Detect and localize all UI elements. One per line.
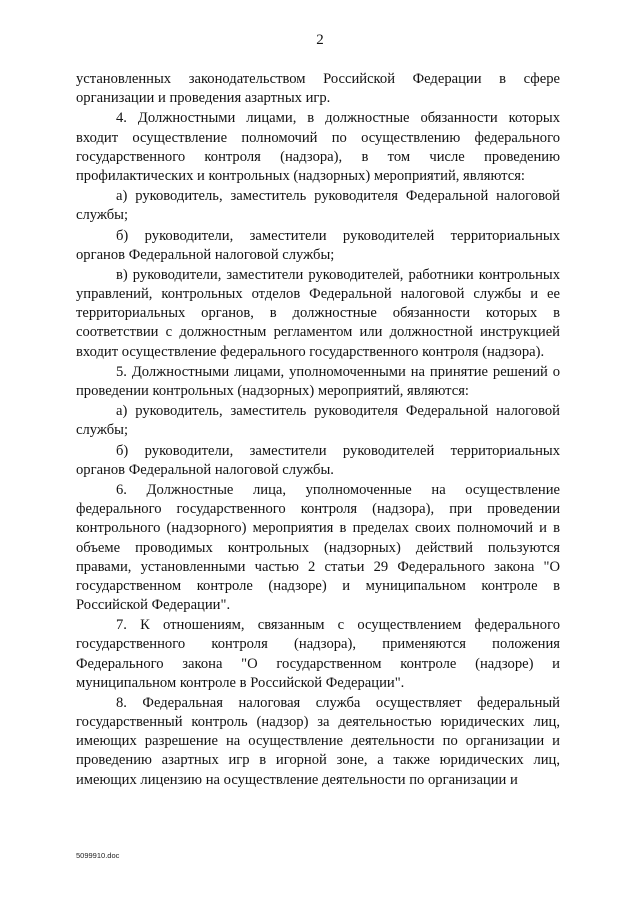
paragraph-item-5: 5. Должностными лицами, уполномоченными на принятие решений о проведении контрольных (надзорных) мероприятий, являются: (76, 363, 560, 399)
paragraph-item-8: 8. Федеральная налоговая служба осуществляет федеральный государственный контроль (надзор) за деятельностью юридических лиц, имеющих разрешение на осуществление деятельности по организации и проведению азартных игр в игорной зоне, а также юридических лиц, имеющих лицензию на осуществление деятельности по организации и (76, 694, 560, 788)
paragraph-item-5a: а) руководитель, заместитель руководителя Федеральной налоговой службы; (76, 403, 560, 439)
footer-filename: 5099910.doc (76, 851, 120, 860)
paragraph-item-4v: в) руководители, заместители руководителей, работники контрольных управлений, контрольных отделов Федеральной налоговой службы и ее территориальных органов, в должностные обязанности которых в соответствии с должностным регламентом или должностной инструкцией входит осуществление федерального государственного контроля (надзора). (76, 266, 560, 360)
paragraph-item-4a: а) руководитель, заместитель руководителя Федеральной налоговой службы; (76, 188, 560, 224)
paragraph-continuation: установленных законодательством Российской Федерации в сфере организации и проведения азартных игр. (76, 71, 560, 107)
paragraph-item-6: 6. Должностные лица, уполномоченные на осуществление федерального государственного контроля (надзора), при проведении контрольного (надзорного) мероприятия в пределах своих полномочий и в объеме проводимых контрольных (надзорных) действий пользуются правами, установленными частью 2 статьи 29 Федерального закона "О государственном контроле (надзоре) и муниципальном контроле в Российской Федерации". (76, 482, 560, 613)
paragraph-item-5b: б) руководители, заместители руководителей территориальных органов Федеральной налоговой службы. (76, 442, 560, 478)
paragraph-item-4: 4. Должностными лицами, в должностные обязанности которых входит осуществление полномочий по осуществлению федерального государственного контроля (надзора), в том числе проведению профилактических и контрольных (надзорных) мероприятий, являются: (76, 110, 560, 184)
paragraph-item-7: 7. К отношениям, связанным с осуществлением федерального государственного контроля (надзора), применяются положения Федерального закона "О государственном контроле (надзоре) и муниципальном контроле в Российской Федерации". (76, 617, 560, 691)
document-body (76, 70, 560, 791)
page-number: 2 (316, 32, 324, 48)
paragraph-item-4b: б) руководители, заместители руководителей территориальных органов Федеральной налоговой службы; (76, 227, 560, 263)
